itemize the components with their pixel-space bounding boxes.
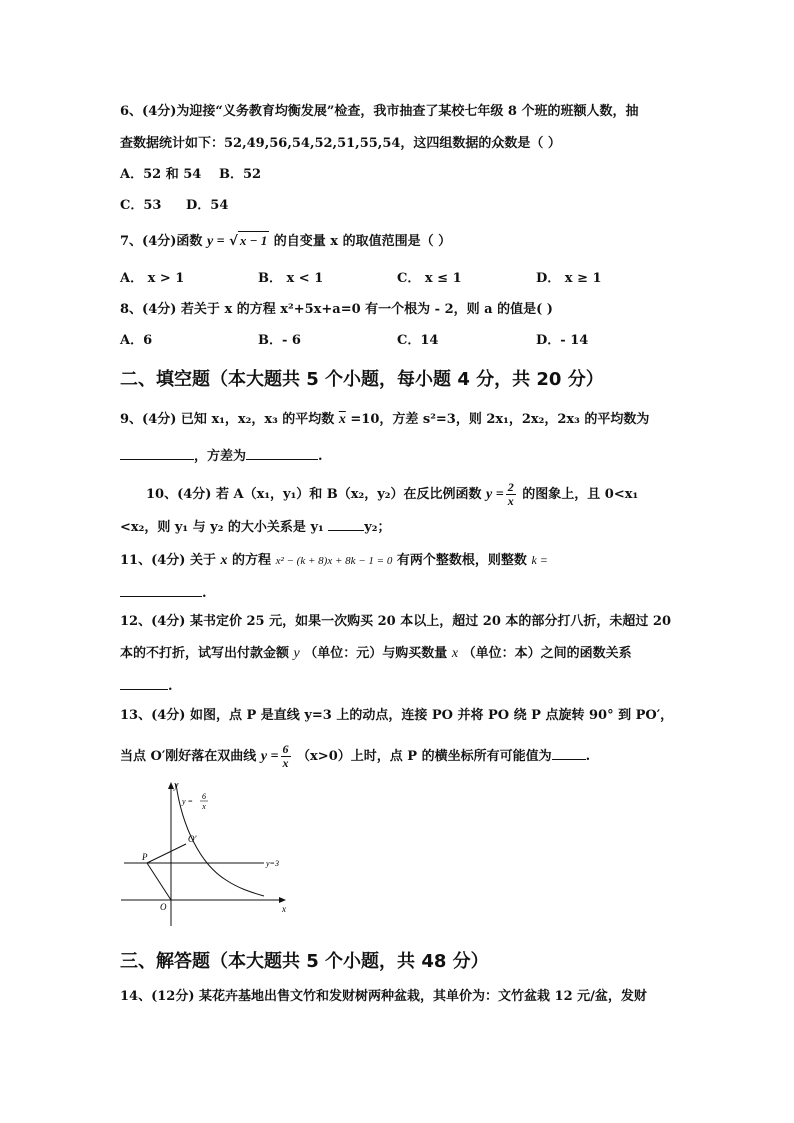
q9-line1 [120,411,649,429]
q12-x-var: x [451,646,459,661]
q11-line2-end: . [202,586,207,601]
q13-answer-blank[interactable] [552,747,586,760]
q10-part2: 的图象上，且 0<x₁ [522,487,639,502]
q9-answer-blank-1[interactable] [120,447,194,460]
q12-line3 [120,677,173,696]
q6-option-c: C．53 [120,198,162,213]
q13-line2b: （x>0）上时，点 P 的横坐标所有可能值为 [297,749,552,764]
q10-func-y: y = [486,487,504,502]
label-curve-y: y = [182,797,193,806]
q13-func-y: y = [260,749,279,764]
q10-fraction [506,481,516,508]
q6-option-b: B．52 [219,167,262,182]
segment-P-O [147,863,171,900]
q9-line2-mid: ，方差为 [194,449,247,464]
q13-func-numerator: 6 [282,742,289,756]
label-curve-numerator: 6 [202,792,206,801]
q11-part2: 的方程 [232,553,272,568]
q8-option-d: D．- 14 [536,333,589,348]
q9-part1: 9、(4分) 已知 x₁，x₂，x₃ 的平均数 [120,412,335,427]
label-y-axis: y [174,780,179,791]
q8-option-b: B．- 6 [258,333,301,348]
x-axis-arrow-icon [279,897,286,903]
label-O: O [160,902,167,912]
q12-line3-end: . [168,679,173,694]
q11-part3: 有两个整数根，则整数 [396,553,527,568]
label-O-prime: O′ [188,834,197,844]
q12-line2a: 本的不打折，试写出付款金额 [120,646,290,661]
q14-line1: 14、(12分) 某花卉基地出售文竹和发财树两种盆栽，其单价为：文竹盆栽 12 元/盆，发财 [120,989,647,1004]
section-3-heading: 三、解答题（本大题共 5 个小题，共 48 分） [120,951,489,972]
q6-line1: 6、(4分)为迎接“义务教育均衡发展”检查，我市抽查了某校七年级 8 个班的班额人数，抽 [120,104,639,119]
q6-option-d: D．54 [186,198,229,213]
q13-figure [116,776,296,928]
q11-part1: 11、(4分) 关于 [120,553,216,568]
q10-line2b: y₂； [364,520,391,535]
q6-option-a: A．52 和 54 [120,167,202,182]
q12-line2b: （单位：元）与购买数量 [304,646,448,661]
q11-var: x [220,553,228,568]
q12-y-var: y [293,646,300,661]
q9-line2 [120,447,323,466]
sqrt-symbol: √ [229,234,238,249]
q13-line1: 13、(4分) 如图，点 P 是直线 y=3 上的动点，连接 PO 并将 PO 绕 P 点旋转 90° 到 PO′， [120,708,674,723]
label-x-axis: x [282,904,286,914]
q7-option-b: B． x < 1 [258,271,324,286]
q10-line2a: <x₂，则 y₁ 与 y₂ 的大小关系是 y₁ [120,520,324,535]
q7-formula-radicand: x − 1 [239,233,268,248]
q13-line2 [120,743,590,770]
q7-formula-y: y = [206,234,225,249]
q11-answer-blank[interactable] [120,584,202,597]
q9-line2-end: . [318,449,323,464]
q7-prefix: 7、(4分)函数 [120,234,203,249]
section-2-heading: 二、填空题（本大题共 5 个小题，每小题 4 分，共 20 分） [120,369,604,390]
q7-option-c: C． x ≤ 1 [397,271,462,286]
q8-option-c: C．14 [397,333,439,348]
q11-equation: x² − (k + 8)x + 8k − 1 = 0 [275,555,393,567]
q10-line2 [120,518,391,537]
label-line-y3: y=3 [266,859,279,868]
q9-answer-blank-2[interactable] [246,447,318,460]
q8-option-a: A．6 [120,333,153,348]
q10-part1: 10、(4分) 若 A（x₁，y₁）和 B（x₂，y₂）在反比例函数 [146,487,482,502]
q12-line2 [120,645,632,663]
q10-func-numerator: 2 [507,480,514,494]
label-P: P [142,852,148,862]
q9-part2: =10，方差 s²=3，则 2x₁，2x₂，2x₃ 的平均数为 [350,412,650,427]
q12-line2c: （单位：本）之间的函数关系 [462,646,632,661]
segment-P-O-prime [147,844,186,863]
q6-line2: 查数据统计如下：52,49,56,54,52,51,55,54，这四组数据的众数是（ ） [120,136,561,151]
label-curve-denominator: x [202,802,206,811]
q13-line2a: 当点 O′刚好落在双曲线 [120,749,257,764]
q12-line1: 12、(4分) 某书定价 25 元，如果一次购买 20 本以上，超过 20 本的部分打八折，未超过 20 [120,614,672,629]
q8-line: 8、(4分) 若关于 x 的方程 x²+5x+a=0 有一个根为 - 2，则 a 的值是( ) [120,302,553,317]
q11-line2 [120,584,207,603]
q10-answer-blank[interactable] [328,518,364,531]
q11-line1 [120,551,548,570]
q12-answer-blank[interactable] [120,677,168,690]
q11-k-eq: k = [531,553,548,567]
q7-option-d: D． x ≥ 1 [536,271,602,286]
q7-line [120,231,451,251]
q13-fraction [281,743,291,770]
q7-suffix: 的自变量 x 的取值范围是（ ） [273,234,452,249]
q13-func-denominator: x [282,756,289,770]
q10-line1 [146,481,638,508]
q13-line2-end: . [585,749,591,764]
q7-option-a: A． x > 1 [120,271,185,286]
q9-mean-symbol: $\overline{x}$ [338,412,346,427]
q10-func-denominator: x [507,494,514,508]
